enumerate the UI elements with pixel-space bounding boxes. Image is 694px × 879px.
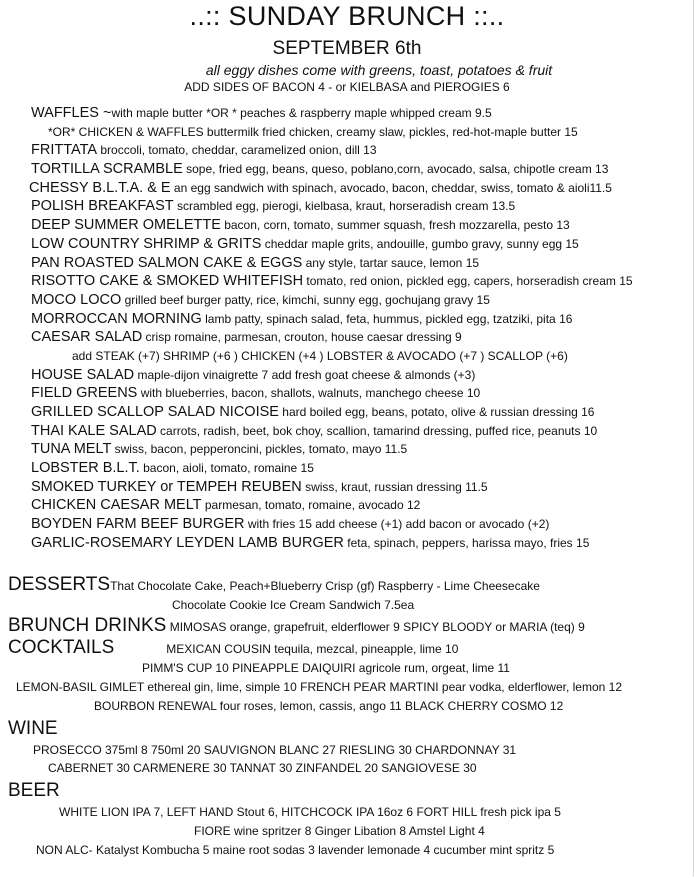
menu-item	[0, 216, 694, 235]
menu-item	[0, 384, 694, 403]
menu-item-name: WAFFLES ~	[31, 105, 112, 121]
menu-title: ..:: SUNDAY BRUNCH ::..	[189, 1, 505, 31]
menu-item	[0, 197, 694, 216]
menu-item-name: CHICKEN CAESAR MELT	[31, 497, 202, 514]
menu-item-name: CHESSY B.L.T.A. & E	[29, 179, 171, 196]
menu-item-description: *OR* CHICKEN & WAFFLES buttermilk fried chicken, creamy slaw, pickles, red-hot-maple butter 15	[48, 124, 578, 139]
menu-item-description: add STEAK (+7) SHRIMP (+6 ) CHICKEN (+4 ) LOBSTER & AVOCADO (+7 ) SCALLOP (+6)	[72, 348, 568, 363]
menu-item	[0, 104, 694, 123]
cocktails-line	[8, 637, 688, 659]
menu-item-description: an egg sandwich with spinach, avocado, bacon, cheddar, swiss, tomato & aioli11.5	[170, 180, 612, 195]
menu-item	[0, 272, 694, 291]
menu-item-description: grilled beef burger patty, rice, kimchi, sunny egg, gochujang gravy 15	[121, 292, 490, 307]
menu-item-description: maple-dijon vinaigrette 7 add fresh goat cheese & almonds (+3)	[134, 367, 476, 382]
desserts-line	[8, 574, 688, 596]
menu-item-name: GRILLED SCALLOP SALAD NICOISE	[31, 404, 279, 420]
menu-item-name: TUNA MELT	[31, 441, 112, 458]
menu-item-description: carrots, radish, beet, bok choy, scallion, tamarind dressing, puffed rice, peanuts 10	[156, 423, 598, 438]
menu-item-name: BOYDEN FARM BEEF BURGER	[31, 516, 245, 533]
drinks-items: MIMOSAS orange, grapefruit, elderflower 9 SPICY BLOODY or MARIA (teq) 9	[166, 620, 585, 634]
menu-item	[0, 422, 694, 441]
wine-heading-line	[8, 717, 688, 741]
menu-item-name: FIELD GREENS	[31, 385, 138, 402]
sides-note: ADD SIDES OF BACON 4 - or KIELBASA and PIEROGIES 6	[184, 80, 510, 94]
menu-date: SEPTEMBER 6th	[272, 38, 422, 59]
menu-item-name: THAI KALE SALAD	[31, 422, 157, 439]
menu-item	[0, 515, 694, 534]
menu-item-description: tomato, red onion, pickled egg, capers, horseradish cream 15	[303, 274, 633, 289]
menu-item-description: cheddar maple grits, andouille, gumbo gravy, sunny egg 15	[261, 236, 579, 251]
menu-item	[0, 310, 694, 329]
menu-item	[0, 366, 694, 385]
menu-item	[0, 440, 694, 459]
menu-item-name: GARLIC-ROSEMARY LEYDEN LAMB BURGER	[31, 534, 344, 551]
beer-line-3: NON ALC- Katalyst Kombucha 5 maine root sodas 3 lavender lemonade 4 cucumber mint spritz 5	[36, 843, 555, 857]
menu-item-description: with maple butter *OR * peaches & raspberry maple whipped cream 9.5	[111, 106, 492, 120]
cocktails-line-2: PIMM'S CUP 10 PINEAPPLE DAIQUIRI agricole rum, orgeat, lime 11	[142, 661, 510, 675]
desserts-heading: DESSERTS	[8, 574, 111, 595]
beer-line-2: FIORE wine spritzer 8 Ginger Libation 8 Amstel Light 4	[194, 824, 485, 838]
drinks-heading: BRUNCH DRINKS	[8, 615, 167, 636]
menu-item-name: LOW COUNTRY SHRIMP & GRITS	[31, 235, 262, 252]
menu-item-description: scrambled egg, pierogi, kielbasa, kraut, horseradish cream 13.5	[173, 199, 516, 214]
menu-item-name: CAESAR SALAD	[31, 329, 143, 346]
menu-item-description: swiss, kraut, russian dressing 11.5	[301, 479, 488, 494]
menu-item	[0, 534, 694, 553]
menu-item-name: LOBSTER B.L.T.	[31, 460, 140, 477]
menu-item	[0, 235, 694, 254]
menu-item	[0, 403, 694, 422]
cocktails-heading: COCKTAILS	[8, 637, 115, 658]
menu-item	[0, 160, 694, 179]
menu-item-description: bacon, corn, tomato, summer squash, fresh mozzarella, pesto 13	[220, 218, 570, 233]
menu-items	[0, 104, 694, 553]
desserts-line-2: Chocolate Cookie Ice Cream Sandwich 7.5ea	[172, 598, 415, 612]
menu-item-name: MORROCCAN MORNING	[31, 310, 202, 327]
menu-item-name: MOCO LOCO	[31, 291, 122, 308]
menu-item-description: sope, fried egg, beans, queso, poblano,corn, avocado, salsa, chipotle cream 13	[182, 162, 609, 177]
menu-item-description: parmesan, tomato, romaine, avocado 12	[201, 498, 421, 513]
menu-item-name: RISOTTO CAKE & SMOKED WHITEFISH	[31, 273, 304, 290]
menu-item-name: TORTILLA SCRAMBLE	[31, 161, 183, 178]
menu-item-description: broccoli, tomato, cheddar, caramelized onion, dill 13	[97, 143, 377, 158]
beer-heading-line	[8, 779, 688, 803]
menu-item-description: with fries 15 add cheese (+1) add bacon or avocado (+2)	[244, 517, 550, 532]
menu-item	[0, 141, 694, 160]
menu-item-description: with blueberries, bacon, shallots, walnuts, manchego cheese 10	[137, 386, 481, 401]
menu-item-description: feta, spinach, peppers, harissa mayo, fries 15	[343, 535, 590, 550]
menu-item	[0, 254, 694, 273]
menu-item-description: any style, tartar sauce, lemon 15	[302, 255, 480, 270]
cocktails-line-4: BOURBON RENEWAL four roses, lemon, cassis, ango 11 BLACK CHERRY COSMO 12	[94, 699, 564, 713]
drinks-line	[8, 615, 688, 637]
cocktails-line-3: LEMON-BASIL GIMLET ethereal gin, lime, simple 10 FRENCH PEAR MARTINI pear vodka, elderflower, lemon 12	[16, 680, 623, 694]
menu-item-description: swiss, bacon, pepperoncini, pickles, tomato, mayo 11.5	[111, 442, 408, 457]
menu-item-name: HOUSE SALAD	[31, 366, 135, 383]
menu-item-name: SMOKED TURKEY or TEMPEH REUBEN	[31, 478, 302, 495]
menu-item-description: crisp romaine, parmesan, crouton, house caesar dressing 9	[142, 330, 462, 345]
menu-item-name: DEEP SUMMER OMELETTE	[31, 217, 221, 234]
menu-item	[0, 478, 694, 497]
menu-item	[0, 328, 694, 347]
menu-item-name: PAN ROASTED SALMON CAKE & EGGS	[31, 254, 303, 271]
menu-item-name: FRITTATA	[31, 142, 98, 159]
menu-item	[0, 123, 694, 142]
wine-line-2: CABERNET 30 CARMENERE 30 TANNAT 30 ZINFANDEL 20 SANGIOVESE 30	[48, 761, 477, 775]
menu-item	[0, 347, 694, 366]
lower-sections	[8, 574, 688, 860]
wine-line-1: PROSECCO 375ml 8 750ml 20 SAUVIGNON BLANC 27 RIESLING 30 CHARDONNAY 31	[33, 743, 517, 757]
menu-item-description: hard boiled egg, beans, potato, olive & russian dressing 16	[278, 405, 595, 419]
menu-item	[0, 459, 694, 478]
beer-heading: BEER	[8, 780, 60, 801]
desserts-items: That Chocolate Cake, Peach+Blueberry Crisp (gf) Raspberry - Lime Cheesecake	[110, 579, 540, 593]
menu-item-description: bacon, aioli, tomato, romaine 15	[139, 461, 314, 476]
menu-item-description: lamb patty, spinach salad, feta, hummus, pickled egg, tzatziki, pita 16	[201, 311, 573, 326]
menu-note: all eggy dishes come with greens, toast, potatoes & fruit	[205, 62, 553, 78]
menu-item	[0, 179, 694, 198]
menu-item-name: POLISH BREAKFAST	[31, 198, 174, 215]
cocktails-line-1: MEXICAN COUSIN tequila, mezcal, pineapple, lime 10	[166, 642, 459, 656]
menu-item	[0, 496, 694, 515]
wine-heading: WINE	[8, 718, 58, 739]
menu-item	[0, 291, 694, 310]
beer-line-1: WHITE LION IPA 7, LEFT HAND Stout 6, HITCHCOCK IPA 16oz 6 FORT HILL fresh pick ipa 5	[59, 805, 561, 819]
